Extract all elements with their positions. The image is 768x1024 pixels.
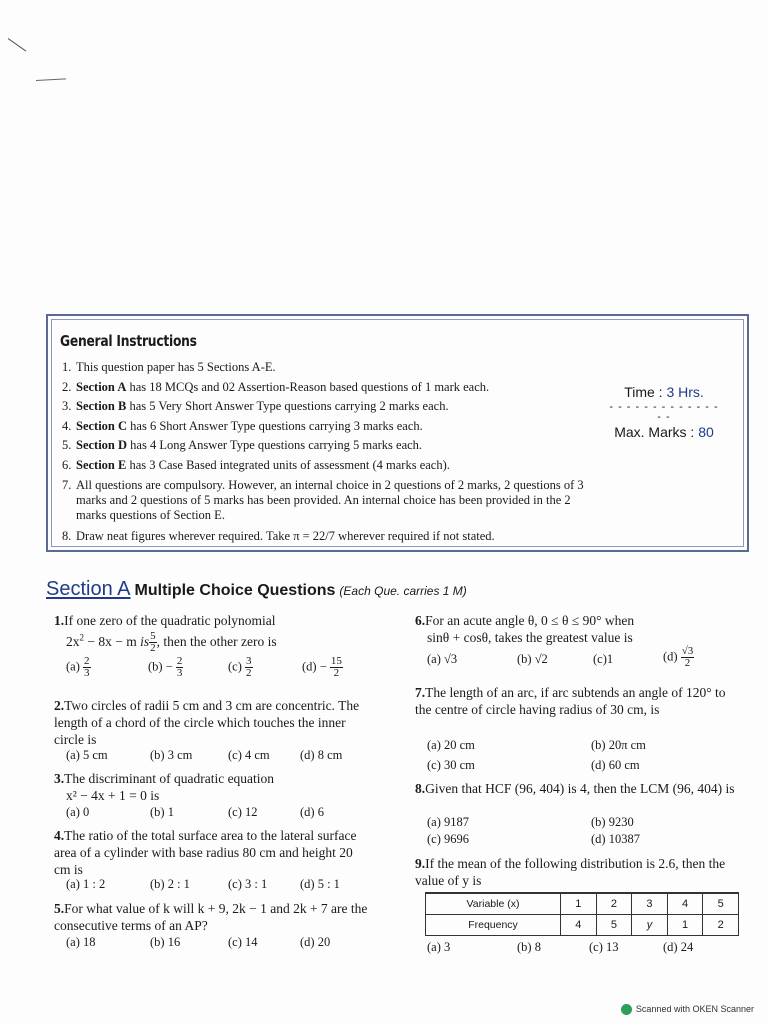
eq-part: − 8x − m xyxy=(84,633,137,649)
scanner-watermark xyxy=(621,1004,754,1015)
question-number: 2. xyxy=(54,698,65,713)
option-d[interactable]: (d) 6 xyxy=(300,805,324,819)
question-1-options xyxy=(66,656,366,686)
denominator: 3 xyxy=(176,667,183,679)
question-6-options xyxy=(427,645,737,678)
instruction-text: has 5 Very Short Answer Type questions carrying 2 marks each. xyxy=(126,399,449,413)
instruction-item xyxy=(62,456,602,476)
section-note: (Each Que. carries 1 M) xyxy=(339,584,467,598)
question-text: For what value of k will k + 9, 2k − 1 and 2k + 7 are the consecutive terms of an AP? xyxy=(54,901,368,933)
denominator: 2 xyxy=(684,657,691,669)
question-8-options xyxy=(427,815,727,851)
question-9-options xyxy=(427,940,727,956)
option-b[interactable]: (b) 9230 xyxy=(591,815,634,829)
option-b[interactable]: (b) √2 xyxy=(517,652,548,666)
question-number: 7. xyxy=(415,685,426,700)
option-d[interactable]: (d) 60 cm xyxy=(591,758,640,772)
denominator: 2 xyxy=(333,667,340,679)
time-value: 3 Hrs. xyxy=(666,384,704,400)
table-cell: 5 xyxy=(596,915,632,936)
question-number: 1. xyxy=(54,613,65,628)
question-number: 8. xyxy=(415,781,426,796)
table-cell: Variable (x) xyxy=(426,893,561,915)
denominator: 2 xyxy=(246,667,252,679)
question-number: 3. xyxy=(54,771,65,786)
question-8 xyxy=(415,780,741,797)
fraction xyxy=(330,656,343,679)
scan-mark xyxy=(8,38,27,51)
question-5 xyxy=(54,900,384,934)
option-c[interactable]: (c) 12 xyxy=(228,805,258,819)
question-text: Given that HCF (96, 404) is 4, then the LCM (96, 404) is xyxy=(425,781,735,796)
option-d[interactable]: (d) 5 : 1 xyxy=(300,877,340,891)
question-4 xyxy=(54,827,364,878)
scanner-watermark-text: Scanned with OKEN Scanner xyxy=(635,1004,754,1014)
instruction-number: 6. xyxy=(62,457,72,472)
option-b[interactable]: (b) 3 cm xyxy=(150,748,193,762)
question-equation xyxy=(54,629,277,654)
numerator: 2 xyxy=(84,655,90,667)
table-row xyxy=(426,893,739,915)
option-d[interactable]: (d) 8 cm xyxy=(300,748,343,762)
option-b[interactable]: (b) 20π cm xyxy=(591,738,646,752)
instruction-section-name: Section A xyxy=(76,379,127,394)
numerator: 15 xyxy=(330,655,342,667)
question-number: 5. xyxy=(54,901,65,916)
numerator: √3 xyxy=(681,645,694,657)
question-7-options xyxy=(427,738,727,778)
question-number: 9. xyxy=(415,856,426,871)
instruction-number: 2. xyxy=(62,379,72,394)
option-c[interactable]: (c) 4 cm xyxy=(228,748,270,762)
option-a[interactable]: (a) 9187 xyxy=(427,815,469,829)
question-3 xyxy=(54,770,360,804)
question-2-options xyxy=(66,748,366,764)
option-c[interactable]: (c) 13 xyxy=(589,940,619,954)
table-cell: 1 xyxy=(561,893,597,915)
instruction-number: 8. xyxy=(62,529,72,543)
instruction-item xyxy=(62,417,602,437)
option-a[interactable]: (a) 1 : 2 xyxy=(66,877,106,891)
option-d[interactable]: (d) 10387 xyxy=(591,832,640,846)
option-a[interactable] xyxy=(66,656,91,679)
option-b[interactable]: (b) 1 xyxy=(150,805,174,819)
marks-value: 80 xyxy=(698,424,714,440)
section-title: Multiple Choice Questions xyxy=(134,582,336,599)
question-text: sinθ + cosθ, takes the greatest value is xyxy=(427,630,633,645)
instruction-section-name: Section E xyxy=(76,457,127,472)
option-d[interactable] xyxy=(302,656,343,679)
time-marks-block xyxy=(609,384,719,440)
instruction-text: has 4 Long Answer Type questions carrying 5 marks each. xyxy=(127,438,423,452)
numerator: 5 xyxy=(150,629,156,642)
table-cell: 3 xyxy=(632,893,668,915)
option-c[interactable]: (c)1 xyxy=(593,652,614,666)
question-text: If the mean of the following distribution is 2.6, then the value of y is xyxy=(415,856,726,888)
question-text: Two circles of radii 5 cm and 3 cm are concentric. The length of a chord of the circle which touches the inner circle is xyxy=(54,698,360,747)
instruction-text: has 18 MCQs and 02 Assertion-Reason based questions of 1 mark each. xyxy=(126,379,490,394)
instruction-number: 1. xyxy=(62,360,72,374)
section-heading xyxy=(46,578,467,601)
marks-row xyxy=(609,424,719,440)
instruction-number: 3. xyxy=(62,399,72,413)
table-cell: 2 xyxy=(703,915,739,936)
option-b[interactable]: (b) 16 xyxy=(150,935,181,949)
table-cell: 4 xyxy=(667,893,703,915)
fraction xyxy=(83,656,91,679)
eq-part: 2x xyxy=(66,633,80,649)
table-row xyxy=(426,915,739,936)
question-2 xyxy=(54,697,360,748)
instruction-text: has 3 Case Based integrated units of assessment (4 marks each). xyxy=(126,457,450,472)
instruction-item xyxy=(62,478,586,523)
question-7 xyxy=(415,684,731,718)
option-d[interactable]: (d) 24 xyxy=(663,940,694,954)
question-number: 6. xyxy=(415,613,426,628)
instruction-item xyxy=(62,397,602,417)
marks-label: Max. Marks : xyxy=(614,424,695,440)
instruction-section-name: Section B xyxy=(76,399,127,413)
question-text: For an acute angle θ, 0 ≤ θ ≤ 90° when xyxy=(425,613,635,628)
instruction-text: Draw neat figures wherever required. Take π = 22/7 wherever required if not stated. xyxy=(76,529,495,543)
option-d[interactable] xyxy=(663,646,694,669)
option-a[interactable]: (a) 20 cm xyxy=(427,738,475,752)
general-instructions-box xyxy=(46,314,749,552)
numerator: 2 xyxy=(176,655,183,667)
option-a[interactable]: (a) 18 xyxy=(66,935,96,949)
numerator: 3 xyxy=(246,655,252,667)
question-text: The discriminant of quadratic equation xyxy=(64,771,275,786)
instruction-number: 7. xyxy=(62,478,72,492)
instruction-text: This question paper has 5 Sections A-E. xyxy=(76,360,276,374)
option-a[interactable]: (a) 5 cm xyxy=(66,748,108,762)
denominator: 2 xyxy=(150,641,156,654)
distribution-table xyxy=(425,892,739,936)
question-3-options xyxy=(66,805,366,821)
instruction-item xyxy=(62,358,602,378)
instruction-section-name: Section D xyxy=(76,438,128,452)
option-a[interactable]: (a) √3 xyxy=(427,652,458,666)
option-c[interactable]: (c) 30 cm xyxy=(427,758,475,772)
scanner-logo-icon xyxy=(621,1004,632,1015)
option-c[interactable]: (c) 14 xyxy=(228,935,258,949)
option-c[interactable] xyxy=(228,656,253,679)
option-label: (b) − xyxy=(148,659,173,674)
option-c[interactable]: (c) 9696 xyxy=(427,832,469,846)
eq-part: , then the other zero is xyxy=(156,633,277,649)
option-label: (c) xyxy=(228,659,242,674)
scan-mark xyxy=(36,78,66,81)
dash-divider: - - - - - - - - - - - - - - - xyxy=(609,401,719,423)
option-a[interactable]: (a) 0 xyxy=(66,805,90,819)
option-label: (a) xyxy=(66,659,80,674)
option-b[interactable]: (b) 8 xyxy=(517,940,541,954)
eq-is: is xyxy=(140,633,150,649)
instruction-item xyxy=(62,436,602,456)
fraction xyxy=(245,656,253,679)
instruction-text: has 6 Short Answer Type questions carrying 3 marks each. xyxy=(127,418,423,433)
fraction xyxy=(149,631,157,654)
option-b[interactable]: (b) 2 : 1 xyxy=(150,877,190,891)
table-cell: y xyxy=(632,915,668,936)
option-c[interactable]: (c) 3 : 1 xyxy=(228,877,268,891)
option-a[interactable]: (a) 3 xyxy=(427,940,451,954)
section-name: Section A xyxy=(46,578,131,600)
time-label: Time : xyxy=(624,384,663,400)
instruction-number: 4. xyxy=(62,418,72,433)
table-cell: 1 xyxy=(667,915,703,936)
instructions-list xyxy=(62,358,602,547)
instruction-item xyxy=(62,378,602,398)
time-row xyxy=(609,384,719,400)
instruction-section-name: Section C xyxy=(76,418,128,433)
option-b[interactable] xyxy=(148,656,183,679)
fraction xyxy=(681,646,695,669)
question-1 xyxy=(54,612,374,654)
table-cell: 2 xyxy=(596,893,632,915)
table-cell: 4 xyxy=(561,915,597,936)
denominator: 3 xyxy=(84,667,90,679)
question-number: 4. xyxy=(54,828,65,843)
instruction-text: All questions are compulsory. However, an internal choice in 2 questions of 2 marks, 2 questions of 3 marks and 2 questions of 5 marks has been provided. An internal choice has been provided in the 2 marks questions of Section E. xyxy=(76,478,584,522)
eq-exponent: 2 xyxy=(79,632,84,642)
option-d[interactable]: (d) 20 xyxy=(300,935,331,949)
question-9 xyxy=(415,855,741,889)
general-instructions-title: General Instructions xyxy=(60,332,197,350)
fraction xyxy=(176,656,184,679)
question-6 xyxy=(415,612,745,646)
table-cell: Frequency xyxy=(426,915,561,936)
question-5-options xyxy=(66,935,366,951)
option-label: (d) xyxy=(663,649,678,664)
question-text: The ratio of the total surface area to the lateral surface area of a cylinder with base radius 80 cm and height 20 cm is xyxy=(54,828,357,877)
table-cell: 5 xyxy=(703,893,739,915)
instruction-item xyxy=(62,527,602,547)
instruction-number: 5. xyxy=(62,438,72,452)
question-4-options xyxy=(66,877,366,893)
question-text: If one zero of the quadratic polynomial xyxy=(64,613,276,628)
question-equation: x² − 4x + 1 = 0 is xyxy=(66,788,160,803)
question-text: The length of an arc, if arc subtends an angle of 120° to the centre of circle having radius of 30 cm, is xyxy=(415,685,726,717)
option-label: (d) − xyxy=(302,659,327,674)
